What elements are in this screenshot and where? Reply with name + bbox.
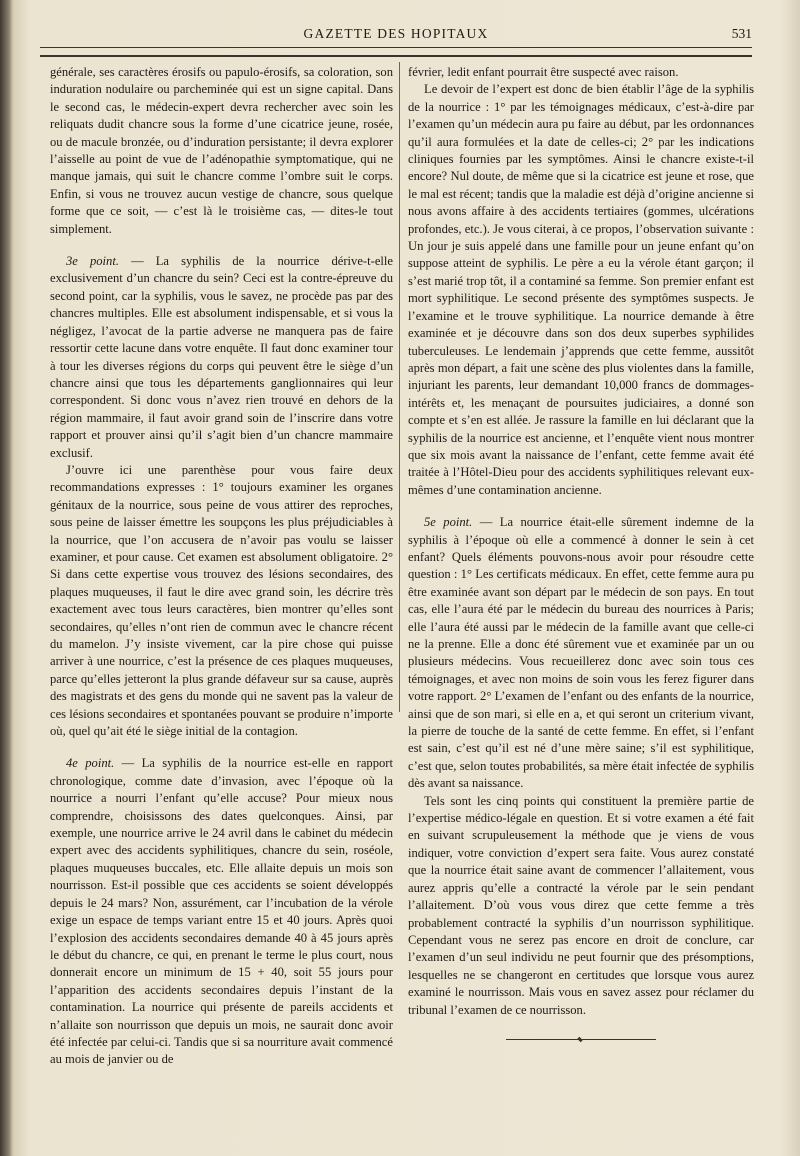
header-rule-thick (40, 55, 752, 57)
paragraph: J’ouvre ici une parenthèse pour vous faire deux recommandations expresses : 1° toujours examiner les organes génitaux de la nourrice, sous peine de vous attirer des reproches, sous peine de laisser émettre les soupçons les plus préjudiciables à la nourrice, que l’on accusera de n’avoir pas voulu se laisser examiner, et pour cause. Cet examen est absolument obligatoire. 2° Si dans cette expertise vous trouvez des lésions secondaires, des plaques muqueuses, il faut le dire avec grand soin, les décrire très exactement avec tous leurs caractères, bien montrer qu’elles sont secondaires, qu’elles n’ont rien de commun avec le chancre récent du mamelon. J’y insiste vivement, car la pire chose qui puisse arriver à une nourrice, c’est la présence de ces plaques muqueuses, parce qu’elles jetteront la plus grande défaveur sur sa cause, auprès des magistrats et des gens du monde qui ne savent pas la valeur de ces lésions secondaires et spontanées pouvant se produire n’importe où, quel qu’ait été le siège initial de la contagion. (50, 462, 393, 739)
paragraph-point-4 (50, 755, 393, 1068)
paragraph-point-3 (50, 253, 393, 462)
book-spine-shadow (0, 0, 12, 1156)
paragraph-text: — La syphilis de la nourrice est-elle en rapport chronologique, comme date d’invasion, avec l’époque où la nourrice a nourri l’enfant qu’elle accuse? Pour mieux nous comprendre, choisissons des dates quelconques. Ainsi, par exemple, une nourrice arrive le 24 avril dans le cabinet du médecin expert avec des accidents syphilitiques, chancre du sein, roséole, plaques muqueuses buccales, etc. Elle allaite depuis un mois son nourrisson. Est-il possible que ces accidents se soient développés depuis le 24 mars? Non, assurément, car l’incubation de la vérole exige un espace de temps variant entre 15 et 40 jours. Après quoi l’explosion des accidents secondaires demande 40 à 45 jours après le début du chancre, ce qui, en prenant le terme le plus court, nous donnerait encore un minimum de 15 + 40, soit 55 jours pour l’apparition des accidents secondaires depuis l’instant de la contamination. La nourrice qui présente de pareils accidents et n’allaite son nourrisson que depuis un mois, ne saurait donc avoir été infectée par celui-ci. Tandis que si sa nourriture avait commencé au mois de janvier ou de (50, 756, 394, 1067)
right-column (408, 64, 754, 1043)
paragraph: Tels sont les cinq points qui constituent la première partie de l’expertise médico-légale en question. Et si votre examen a été fait en suivant scrupuleusement la méthode que je viens de vous indiquer, votre conviction d’expert sera faite. Vous aurez constaté que la nourrice était saine avant de commencer l’allaitement, vous aurez appris qu’elle a contracté la vérole par le sein pendant l’allaitement. D’où vous vous direz que cette femme a très probablement contracté la syphilis d’un nourrisson syphilitique. Cependant vous ne serez pas encore en droit de conclure, car l’examen d’un seul individu ne peut fournir que des présomptions, lesquelles ne se changeront en certitudes que lorsque vous aurez examiné le nourrisson. Mais vous en savez assez pour réclamer du tribunal l’examen de ce nourrisson. (408, 793, 754, 1017)
point-heading: 5e point. (424, 515, 473, 530)
journal-title: GAZETTE DES HOPITAUX (303, 26, 489, 41)
paragraph: générale, ses caractères érosifs ou papulo-érosifs, sa coloration, son induration nodulaire ou parcheminée qui est un signe capital. Dans le second cas, le médecin-expert devra rechercher avec soin les reliquats dudit chancre sous la forme d’une cicatrice jeune, rosée, ou de macule bronzée, ou d’induration persistante; il devra explorer l’aisselle au point de vue de l’adénopathie symptomatique, qui ne manque jamais, qui suit le chancre comme l’ombre suit le corps. Enfin, si vous ne trouvez aucun vestige de chancre, sous quelque forme que ce soit, — c’est là le troisième cas, — dites-le tout simplement. (50, 65, 393, 236)
left-column (50, 64, 393, 1069)
paragraph-text: — La nourrice était-elle sûrement indemne de la syphilis à l’époque où elle a commencé à donner le sein à cet enfant? Quels éléments pouvons-nous avoir pour résoudre cette question : 1° Les certificats médicaux. En effet, cette femme aura pu être examinée avant son départ par le médecin de son pays. En tout cas, elle l’aura été par le médecin du bureau des nourrices à Paris; elle l’aura été aussi par le médecin de la famille avant que celle-ci ne la prenne. Elle a donc été sûrement vue et examinée par un ou plusieurs médecins. Vous recueillerez donc avec soin tous ces témoignages, et avec non moins de soin vous les ferez figurer dans votre rapport. 2° L’examen de l’enfant ou des enfants de la nourrice, ainsi que de son mari, si elle en a, et qui seront un criterium vivant, la pierre de touche de la santé de cette femme. En effet, si l’enfant est sain, c’est qu’il est né d’une mère saine; s’il est syphilitique, c’est que, selon toutes probabilités, sa mère était infectée de syphilis dès avant sa naissance. (408, 515, 754, 791)
page-number: 531 (731, 26, 752, 41)
point-heading: 3e point. (66, 254, 119, 269)
paragraph: Le devoir de l’expert est donc de bien établir l’âge de la syphilis de la nourrice : 1° par les témoignages médicaux, c’est-à-dire par l’examen qu’un médecin aura pu faire au début, par les ordonnances qu’il aura formulées et la date de celles-ci; 2° par les indications cliniques fournies par les symptômes. Ainsi le chancre existe-t-il encore? Nul doute, de même que si la cicatrice est jeune et rose, que le mal est récent; tandis que la maladie est déjà d’origine ancienne si nous avons affaire à des accidents tertiaires (gommes, ulcérations profondes, etc.). Je vous citerai, à ce propos, l’observation suivante : Un jour je suis appelé dans une famille pour un jeune enfant qu’on suppose atteint de syphilis. Le père a eu la vérole étant garçon; il s’est marié trop tôt, il a contaminé sa femme. Son premier enfant est mort syphilitique. Le second présente des symptômes suspects. Je l’examine et le trouve syphilitique. La nourrice demande à être examinée et je découvre dans son dos deux superbes syphilides tuberculeuses. Le lendemain j’apprends que cette femme, aussitôt après mon départ, a fait une scène des plus violentes dans la famille, injuriant les parents, leur demandant 10,000 francs de dommages-intérêts et, les menaçant de poursuites judiciaires, a donné son compte et s’en est allée. Je rassure la famille en lui déclarant que la syphilis de la nourrice est ancienne, et l’enquête vient nous montrer que six mois avant la naissance de l’enfant, cette femme avait été traitée à l’Hôtel-Dieu pour des accidents syphilitiques relevant eux-mêmes d’une contamination ancienne. (408, 82, 754, 497)
header-rule-thin (40, 47, 752, 48)
point-heading: 4e point. (66, 756, 115, 771)
section-end-ornament (506, 1037, 656, 1043)
page-header (40, 22, 752, 44)
paragraph-point-5 (408, 514, 754, 793)
column-divider (399, 62, 400, 712)
paragraph: février, ledit enfant pourrait être suspecté avec raison. (408, 65, 679, 79)
paragraph-text: — La syphilis de la nourrice dérive-t-elle exclusivement d’un chancre du sein? Ceci est la contre-épreuve du second point, car la syphilis, vous le savez, ne procède pas par des chancres multiples. Elle est absolument indispensable, et si vous la négligez, l’avocat de la partie adverse ne manquera pas de faire ressortir cette lacune dans votre enquête. Il faut donc examiner tour à tour les diverses régions du corps qui peuvent être le siège d’un chancre ainsi que tous les départements ganglionnaires qui leur correspondent. Si donc vous n’avez rien trouvé en dehors de la région mammaire, il faut avoir grand soin de l’inscrire dans votre rapport et prouver ainsi qu’il s’agit bien d’un chancre mammaire exclusif. (50, 254, 393, 460)
